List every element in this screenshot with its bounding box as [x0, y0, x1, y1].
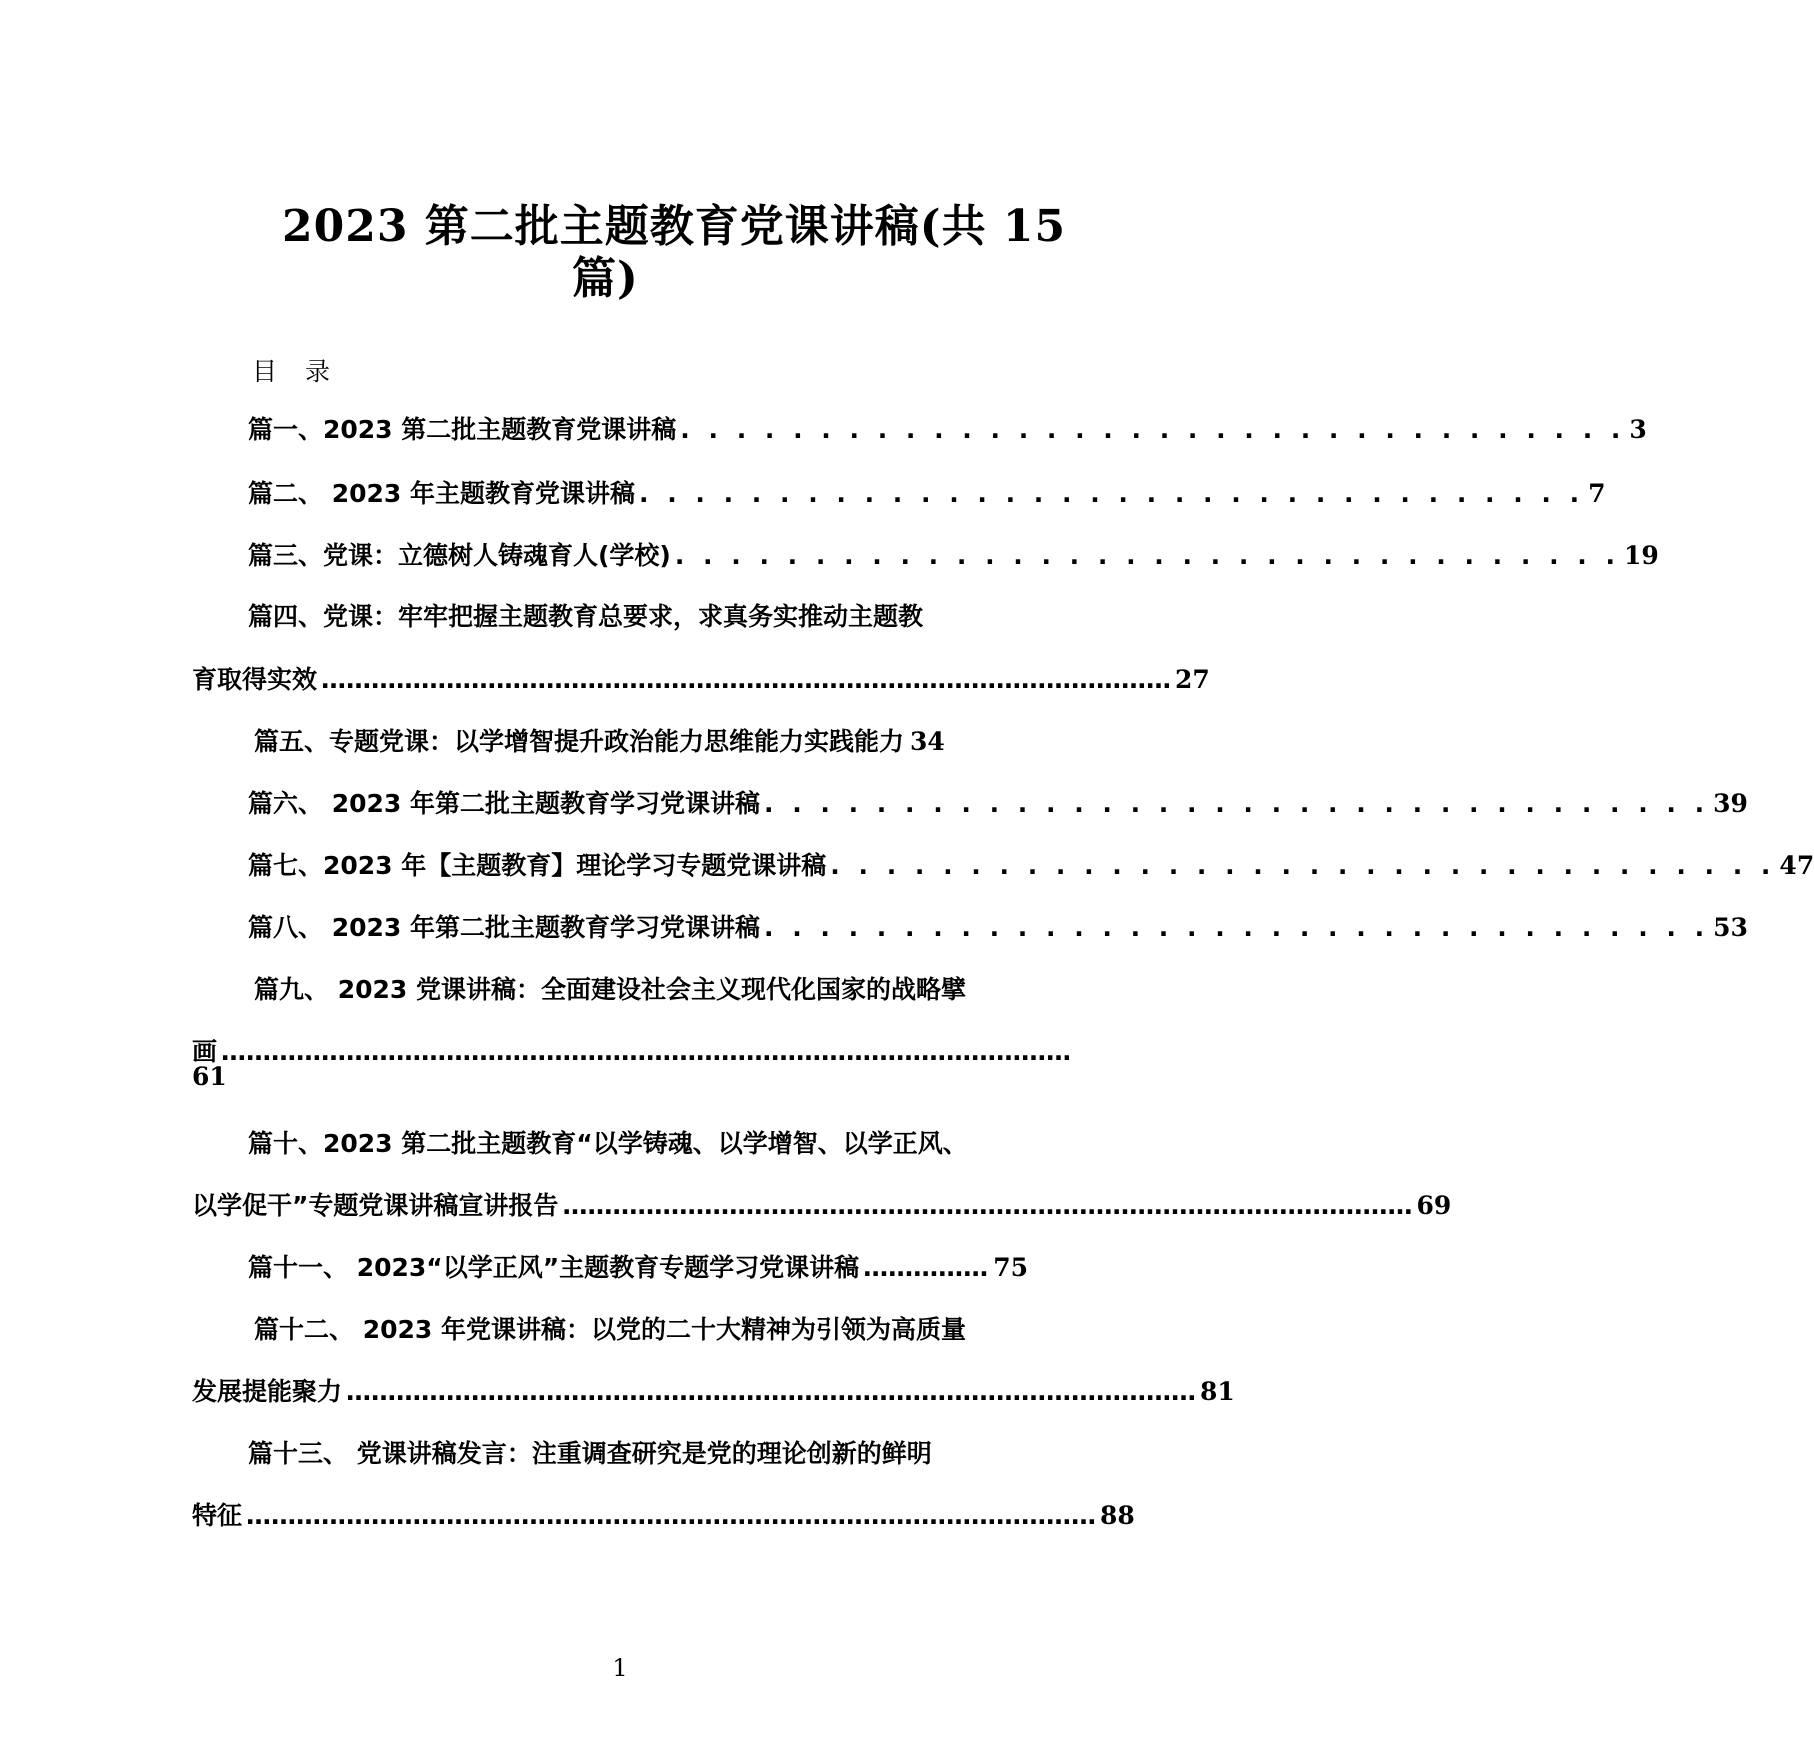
toc-entry-8[interactable]: [248, 908, 1748, 944]
toc-entry-title: 篇三、党课：立德树人铸魂育人(学校): [248, 541, 671, 570]
toc-entry-3[interactable]: [248, 536, 1659, 572]
toc-entry-title: 篇六、 2023 年第二批主题教育学习党课讲稿: [248, 789, 760, 818]
toc-entry-title: 篇十一、 2023“以学正风”主题教育专题学习党课讲稿: [248, 1253, 860, 1282]
toc-entry-6[interactable]: [248, 784, 1748, 820]
toc-entry-title: 以学促干”专题党课讲稿宣讲报告: [192, 1191, 559, 1220]
page-number: 1: [612, 1654, 628, 1682]
toc-entry-page: 88: [1100, 1501, 1135, 1530]
toc-entry-title: 篇二、 2023 年主题教育党课讲稿: [248, 479, 635, 508]
toc-entry-title: 篇七、2023 年【主题教育】理论学习专题党课讲稿: [248, 851, 827, 880]
toc-entry-4[interactable]: [192, 660, 1210, 696]
leader-dots: . . . . . . . . . . . . . . . . . . . . . . . . . . . . . . . . . .: [764, 789, 1710, 818]
leader-dots: …………………………………………………………………………………………: [562, 1191, 1413, 1220]
toc-entry-page: 81: [1200, 1377, 1235, 1406]
toc-entry-9-line1[interactable]: 篇九、 2023 党课讲稿：全面建设社会主义现代化国家的战略擘: [254, 975, 966, 1004]
toc-entry-2[interactable]: [248, 474, 1606, 510]
leader-dots: . . . . . . . . . . . . . . . . . . . . . . . . . . . . . . . . . .: [639, 479, 1585, 508]
toc-entry-page: 7: [1588, 479, 1606, 508]
toc-entry-page: 39: [1713, 789, 1748, 818]
leader-dots: …………………………………………………………………………………………: [321, 665, 1172, 694]
toc-entry-11[interactable]: [248, 1248, 1028, 1284]
toc-entry-title: 篇五、专题党课：以学增智提升政治能力思维能力实践能力: [254, 727, 905, 756]
toc-entry-4-line1[interactable]: 篇四、党课：牢牢把握主题教育总要求，求真务实推动主题教: [248, 602, 924, 631]
toc-entry-page: 19: [1623, 541, 1659, 570]
toc-entry-9-page: 61: [192, 1062, 227, 1091]
leader-dots: . . . . . . . . . . . . . . . . . . . . . . . . . . . . . . . . . .: [830, 851, 1776, 880]
toc-entry-title: 画: [192, 1037, 218, 1066]
toc-entry-title: 篇八、 2023 年第二批主题教育学习党课讲稿: [248, 913, 760, 942]
document-title-line2: 篇): [572, 253, 639, 304]
toc-entry-page: 47: [1779, 851, 1814, 880]
toc-entry-title: 发展提能聚力: [192, 1377, 343, 1406]
toc-entry-1[interactable]: [248, 410, 1647, 446]
toc-entry-title: 育取得实效: [192, 665, 318, 694]
toc-entry-page: 3: [1629, 415, 1647, 444]
leader-dots: …………………………………………………………………………………………: [346, 1377, 1197, 1406]
leader-dots: …………………………………………………………………………………………: [221, 1037, 1072, 1066]
toc-entry-5[interactable]: [254, 722, 1054, 758]
toc-entry-13-line1[interactable]: 篇十三、 党课讲稿发言：注重调查研究是党的理论创新的鲜明: [248, 1439, 932, 1468]
toc-entry-title: 篇一、2023 第二批主题教育党课讲稿: [248, 415, 677, 444]
leader-dots: ……………: [863, 1253, 989, 1282]
toc-entry-page: 27: [1175, 665, 1210, 694]
leader-dots: …………………………………………………………………………………………: [246, 1501, 1097, 1530]
toc-heading: 目录: [252, 357, 359, 386]
toc-entry-7[interactable]: [248, 846, 1814, 882]
toc-entry-9[interactable]: [192, 1032, 1072, 1068]
toc-entry-10-line1[interactable]: 篇十、2023 第二批主题教育“以学铸魂、以学增智、以学正风、: [248, 1129, 968, 1158]
toc-entry-page: 69: [1416, 1191, 1452, 1220]
leader-dots: . . . . . . . . . . . . . . . . . . . . . . . . . . . . . . . . . .: [680, 415, 1626, 444]
toc-entry-page: 34: [910, 727, 945, 756]
toc-entry-12-line1[interactable]: 篇十二、 2023 年党课讲稿：以党的二十大精神为引领为高质量: [254, 1315, 966, 1344]
toc-entry-title: 特征: [192, 1501, 243, 1530]
document-title-line1: 2023 第二批主题教育党课讲稿(共 15: [282, 201, 1067, 252]
toc-entry-12[interactable]: [192, 1372, 1235, 1408]
toc-entry-page: 53: [1713, 913, 1748, 942]
toc-entry-page: 75: [993, 1253, 1028, 1282]
leader-dots: . . . . . . . . . . . . . . . . . . . . . . . . . . . . . . . . . .: [764, 913, 1710, 942]
toc-entry-10[interactable]: [192, 1186, 1452, 1222]
leader-dots: . . . . . . . . . . . . . . . . . . . . . . . . . . . . . . . . . .: [674, 541, 1620, 570]
toc-entry-13[interactable]: [192, 1496, 1135, 1532]
